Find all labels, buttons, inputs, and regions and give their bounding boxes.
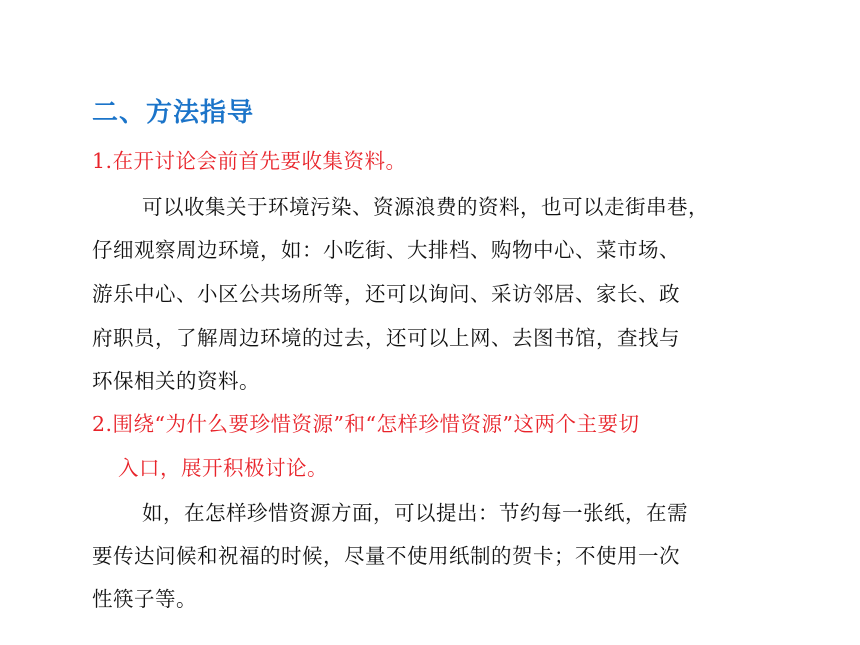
point-2-heading-line-2: 入口，展开积极讨论。 [118,456,328,480]
point-2-heading-line-1: 2.围绕“为什么要珍惜资源”和“怎样珍惜资源”这两个主要切 [92,412,640,436]
point-1-line-5: 环保相关的资料。 [92,369,260,393]
point-2-line-1: 如，在怎样珍惜资源方面，可以提出：节约每一张纸，在需 [142,501,688,525]
point-1-line-4: 府职员，了解周边环境的过去，还可以上网、去图书馆，查找与 [92,326,680,350]
point-1-heading: 1.在开讨论会前首先要收集资料。 [92,149,407,173]
point-1-line-1: 可以收集关于环境污染、资源浪费的资料，也可以走街串巷， [142,195,709,219]
point-1-line-2: 仔细观察周边环境，如：小吃街、大排档、购物中心、菜市场、 [92,238,680,262]
point-1-line-3: 游乐中心、小区公共场所等，还可以询问、采访邻居、家长、政 [92,282,680,306]
section-title: 二、方法指导 [92,98,255,128]
point-2-line-2: 要传达问候和祝福的时候，尽量不使用纸制的贺卡；不使用一次 [92,544,680,568]
point-2-line-3: 性筷子等。 [92,587,197,611]
